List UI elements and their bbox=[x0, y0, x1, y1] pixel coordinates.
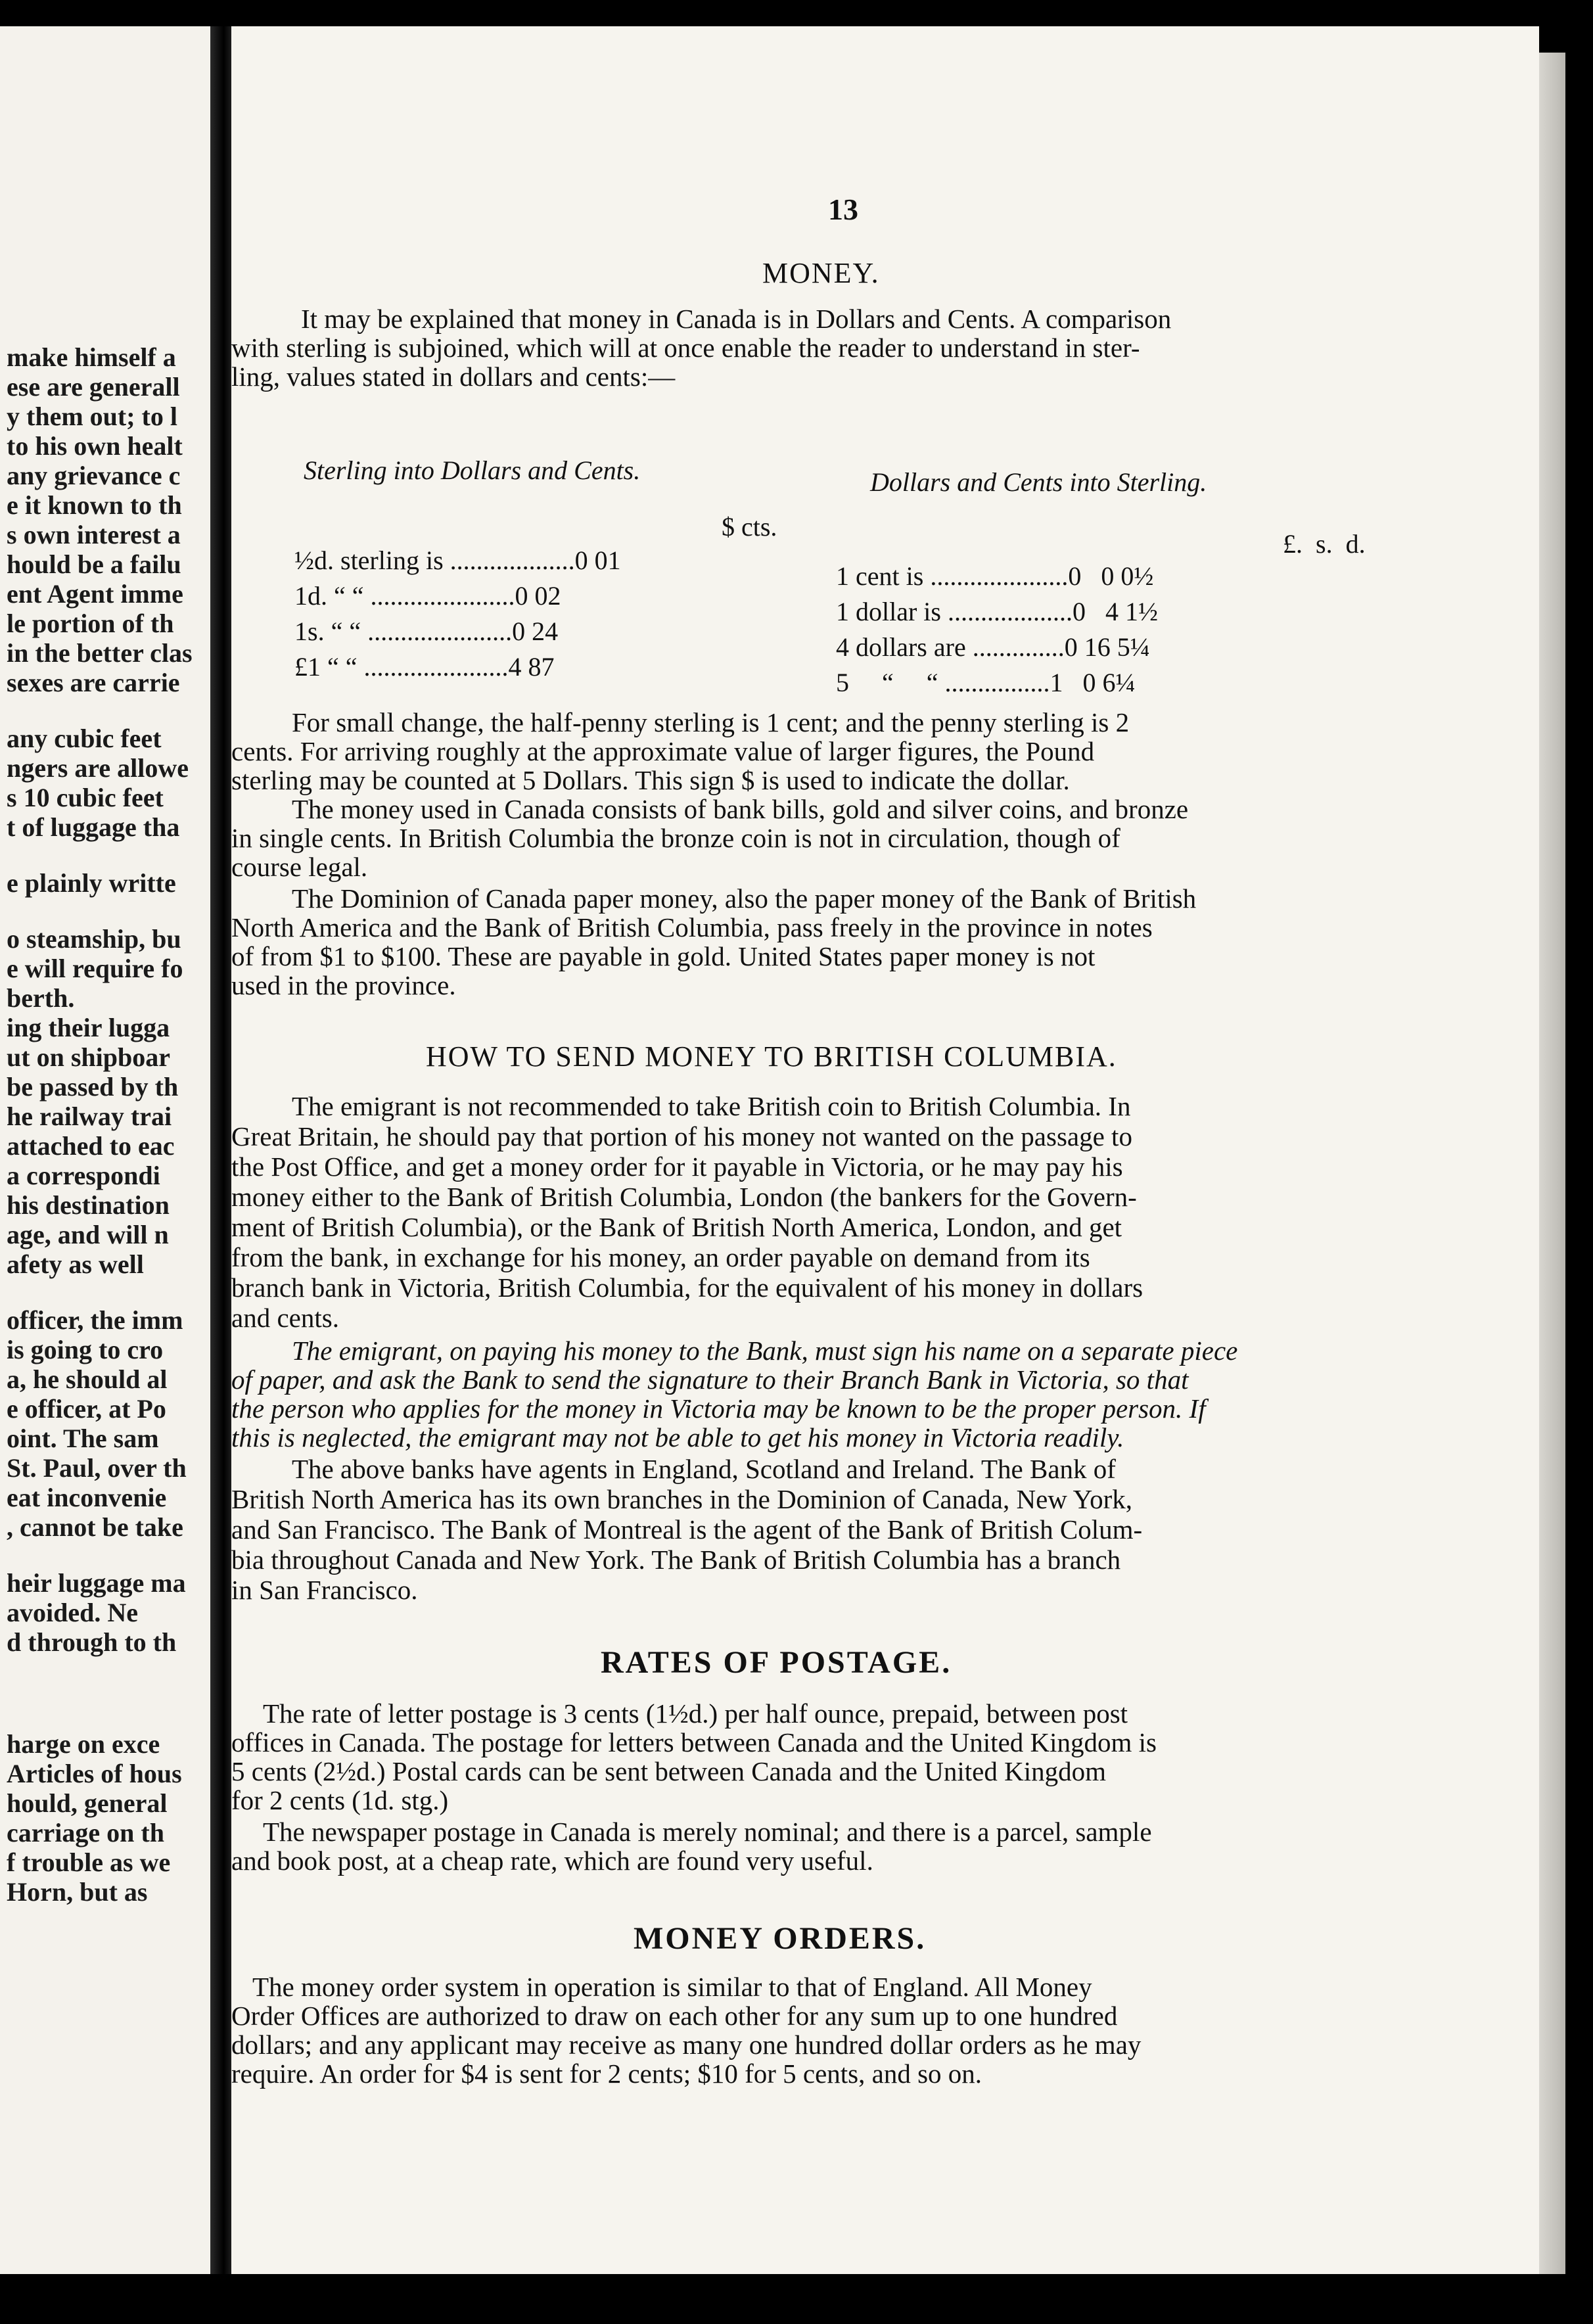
left-page-line: hould be a failu bbox=[7, 549, 181, 579]
page-edge-shadow bbox=[1539, 53, 1565, 2274]
paragraph-line: The newspaper postage in Canada is merely nominal; and there is a parcel, sample bbox=[263, 1817, 1152, 1847]
left-page-line: eat inconvenie bbox=[7, 1483, 167, 1512]
italic-line: this is neglected, the emigrant may not be able to get his money in Victoria readily. bbox=[231, 1422, 1124, 1452]
paragraph-line: North America and the Bank of British Columbia, pass freely in the province in notes bbox=[231, 912, 1153, 942]
right-table-row-label: 4 dollars are bbox=[836, 632, 966, 662]
right-table-row-value: 0 16 5¼ bbox=[1064, 632, 1150, 662]
left-page-line: ut on shipboar bbox=[7, 1042, 170, 1072]
right-table-row-value: 0 0 0½ bbox=[1068, 561, 1154, 591]
right-table-title: Dollars and Cents into Sterling. bbox=[870, 467, 1207, 497]
left-page-line: make himself a bbox=[7, 342, 176, 372]
left-page-line: attached to eac bbox=[7, 1131, 175, 1161]
left-table-row-label: £1 “ “ bbox=[294, 652, 358, 682]
paragraph-line: bia throughout Canada and New York. The Bank of British Columbia has a branch bbox=[231, 1545, 1121, 1575]
left-page-line: is going to cro bbox=[7, 1335, 164, 1364]
paragraph-line: in San Francisco. bbox=[231, 1575, 418, 1605]
left-page-line: le portion of th bbox=[7, 609, 174, 638]
left-page-line: y them out; to l bbox=[7, 402, 177, 431]
left-page-line: he railway trai bbox=[7, 1102, 172, 1131]
left-page-line: s 10 cubic feet bbox=[7, 783, 164, 812]
right-table-row-value: 1 0 6¼ bbox=[1050, 668, 1136, 697]
paragraph-line: Great Britain, he should pay that portion of his money not wanted on the passage to bbox=[231, 1121, 1132, 1151]
left-page-line: heir luggage ma bbox=[7, 1568, 186, 1598]
left-page-line: his destination bbox=[7, 1190, 170, 1220]
left-page-line: e will require fo bbox=[7, 954, 183, 983]
page-number: 13 bbox=[828, 193, 858, 226]
left-page-line: hould, general bbox=[7, 1788, 168, 1818]
italic-line: the person who applies for the money in Victoria may be known to be the proper person. If bbox=[231, 1393, 1206, 1424]
left-table-row: ½d. sterling is ...................0 01 bbox=[294, 546, 621, 575]
left-page-line: , cannot be take bbox=[7, 1512, 183, 1542]
paragraph-line: and book post, at a cheap rate, which are found very useful. bbox=[231, 1846, 873, 1876]
paragraph-line: for 2 cents (1d. stg.) bbox=[231, 1785, 449, 1815]
left-page-line: afety as well bbox=[7, 1249, 144, 1279]
paragraph-line: The above banks have agents in England, Scotland and Ireland. The Bank of bbox=[292, 1454, 1116, 1484]
dollars-to-sterling-table bbox=[836, 460, 1526, 723]
left-page-line: o steamship, bu bbox=[7, 924, 181, 954]
paragraph-line: the Post Office, and get a money order for it payable in Victoria, or he may pay his bbox=[231, 1151, 1123, 1182]
money-orders-heading: MONEY ORDERS. bbox=[634, 1921, 927, 1956]
left-page-line: be passed by th bbox=[7, 1072, 179, 1102]
paragraph-line: The money used in Canada consists of bank bills, gold and silver coins, and bronze bbox=[292, 794, 1189, 824]
left-page-line: e it known to th bbox=[7, 490, 182, 520]
money-intro-line-0: It may be explained that money in Canada is in Dollars and Cents. A comparison bbox=[301, 304, 1172, 334]
left-page-line: e plainly writte bbox=[7, 868, 176, 898]
right-table-row: 5 “ “ ................1 0 6¼ bbox=[836, 668, 1136, 697]
left-page-line: t of luggage tha bbox=[7, 812, 180, 842]
paragraph-line: sterling may be counted at 5 Dollars. This sign $ is used to indicate the dollar. bbox=[231, 765, 1070, 795]
left-table-row: 1s. “ “ ......................0 24 bbox=[294, 616, 559, 646]
paragraph-line: require. An order for $4 is sent for 2 cents; $10 for 5 cents, and so on. bbox=[231, 2058, 982, 2089]
left-page-line: Horn, but as bbox=[7, 1877, 148, 1907]
right-table-row-value: 0 4 1½ bbox=[1072, 597, 1158, 626]
paragraph-line: For small change, the half-penny sterling is 1 cent; and the penny sterling is 2 bbox=[292, 707, 1130, 737]
italic-line: The emigrant, on paying his money to the Bank, must sign his name on a separate piece bbox=[292, 1336, 1238, 1366]
left-page-line: Articles of hous bbox=[7, 1759, 182, 1788]
money-intro-line-2: ling, values stated in dollars and cents:— bbox=[231, 361, 676, 392]
left-page-line: officer, the imm bbox=[7, 1305, 183, 1335]
send-money-heading: HOW TO SEND MONEY TO BRITISH COLUMBIA. bbox=[426, 1040, 1117, 1073]
paragraph-line: course legal. bbox=[231, 852, 368, 882]
sterling-to-dollars-table bbox=[231, 447, 823, 710]
left-table-row-value: 0 24 bbox=[512, 616, 559, 646]
left-page-line: s own interest a bbox=[7, 520, 181, 549]
left-page-line: ing their lugga bbox=[7, 1013, 170, 1042]
paragraph-line: British North America has its own branches in the Dominion of Canada, New York, bbox=[231, 1484, 1133, 1514]
left-page-line: a correspondi bbox=[7, 1161, 160, 1190]
left-table-row-value: 0 01 bbox=[574, 546, 621, 575]
right-table-row: 4 dollars are ..............0 16 5¼ bbox=[836, 632, 1150, 662]
left-page-line: ese are generall bbox=[7, 372, 180, 402]
left-table-row-label: 1s. “ “ bbox=[294, 616, 361, 646]
paragraph-line: branch bank in Victoria, British Columbia, for the equivalent of his money in dollars bbox=[231, 1272, 1143, 1303]
left-page-line: St. Paul, over th bbox=[7, 1453, 187, 1483]
left-table-unit-header: $ cts. bbox=[722, 512, 777, 542]
right-table-row-label: 1 cent is bbox=[836, 561, 924, 591]
left-page-line: avoided. Ne bbox=[7, 1598, 138, 1627]
left-page-line: oint. The sam bbox=[7, 1424, 159, 1453]
paragraph-line: The money order system in operation is similar to that of England. All Money bbox=[252, 1972, 1092, 2002]
left-table-row-label: ½d. sterling is bbox=[294, 546, 444, 575]
paragraph-line: The rate of letter postage is 3 cents (1½d.) per half ounce, prepaid, between post bbox=[263, 1698, 1128, 1729]
left-page-line: ent Agent imme bbox=[7, 579, 183, 609]
left-page-line: carriage on th bbox=[7, 1818, 164, 1848]
paragraph-line: money either to the Bank of British Columbia, London (the bankers for the Govern- bbox=[231, 1182, 1137, 1212]
paragraph-line: cents. For arriving roughly at the approximate value of larger figures, the Pound bbox=[231, 736, 1095, 766]
paragraph-line: and San Francisco. The Bank of Montreal is the agent of the Bank of British Colum- bbox=[231, 1514, 1143, 1545]
left-page-line: ngers are allowe bbox=[7, 753, 189, 783]
paragraph-line: The Dominion of Canada paper money, also the paper money of the Bank of British bbox=[292, 883, 1197, 914]
left-page-line: age, and will n bbox=[7, 1220, 169, 1249]
money-intro-line-1: with sterling is subjoined, which will at once enable the reader to understand in ster- bbox=[231, 333, 1140, 363]
paragraph-line: offices in Canada. The postage for letters between Canada and the United Kingdom is bbox=[231, 1727, 1157, 1757]
paragraph-line: The emigrant is not recommended to take British coin to British Columbia. In bbox=[292, 1091, 1131, 1121]
paragraph-line: from the bank, in exchange for his money, an order payable on demand from its bbox=[231, 1242, 1090, 1272]
paragraph-line: and cents. bbox=[231, 1303, 339, 1333]
left-page-line: to his own healt bbox=[7, 431, 183, 461]
right-table-row-label: 5 “ “ bbox=[836, 668, 938, 697]
paragraph-line: dollars; and any applicant may receive as many one hundred dollar orders as he may bbox=[231, 2030, 1142, 2060]
left-page-line: any grievance c bbox=[7, 461, 181, 490]
left-page-line: d through to th bbox=[7, 1627, 177, 1657]
left-page-line: berth. bbox=[7, 983, 75, 1013]
left-table-row-value: 0 02 bbox=[515, 581, 561, 611]
left-facing-page bbox=[0, 26, 217, 2274]
left-page-line: f trouble as we bbox=[7, 1848, 171, 1877]
left-page-line: e officer, at Po bbox=[7, 1394, 166, 1424]
right-table-row: 1 dollar is ...................0 4 1½ bbox=[836, 597, 1158, 626]
left-page-line: harge on exce bbox=[7, 1729, 160, 1759]
left-page-line: a, he should al bbox=[7, 1364, 168, 1394]
paragraph-line: used in the province. bbox=[231, 970, 456, 1000]
paragraph-line: in single cents. In British Columbia the bronze coin is not in circulation, though of bbox=[231, 823, 1120, 853]
paragraph-line: 5 cents (2½d.) Postal cards can be sent between Canada and the United Kingdom bbox=[231, 1756, 1106, 1786]
paragraph-line: Order Offices are authorized to draw on each other for any sum up to one hundred bbox=[231, 2001, 1118, 2031]
money-heading: MONEY. bbox=[762, 257, 880, 289]
italic-line: of paper, and ask the Bank to send the signature to their Branch Bank in Victoria, so that bbox=[231, 1364, 1189, 1395]
left-table-title: Sterling into Dollars and Cents. bbox=[304, 455, 641, 485]
left-table-row-value: 4 87 bbox=[508, 652, 555, 682]
right-table-unit-header: £. s. d. bbox=[1283, 529, 1366, 559]
left-table-row-label: 1d. “ “ bbox=[294, 581, 364, 611]
right-table-row: 1 cent is .....................0 0 0½ bbox=[836, 561, 1154, 591]
left-page-line: sexes are carrie bbox=[7, 668, 180, 697]
paragraph-line: of from $1 to $100. These are payable in gold. United States paper money is not bbox=[231, 941, 1096, 971]
postage-heading: RATES OF POSTAGE. bbox=[601, 1645, 952, 1680]
paragraph-line: ment of British Columbia), or the Bank of British North America, London, and get bbox=[231, 1212, 1122, 1242]
left-page-line: any cubic feet bbox=[7, 724, 162, 753]
left-table-row: £1 “ “ ......................4 87 bbox=[294, 652, 555, 682]
book-gutter bbox=[210, 26, 233, 2274]
left-page-line: in the better clas bbox=[7, 638, 193, 668]
left-table-row: 1d. “ “ ......................0 02 bbox=[294, 581, 561, 611]
main-page bbox=[231, 26, 1539, 2274]
right-table-row-label: 1 dollar is bbox=[836, 597, 941, 626]
